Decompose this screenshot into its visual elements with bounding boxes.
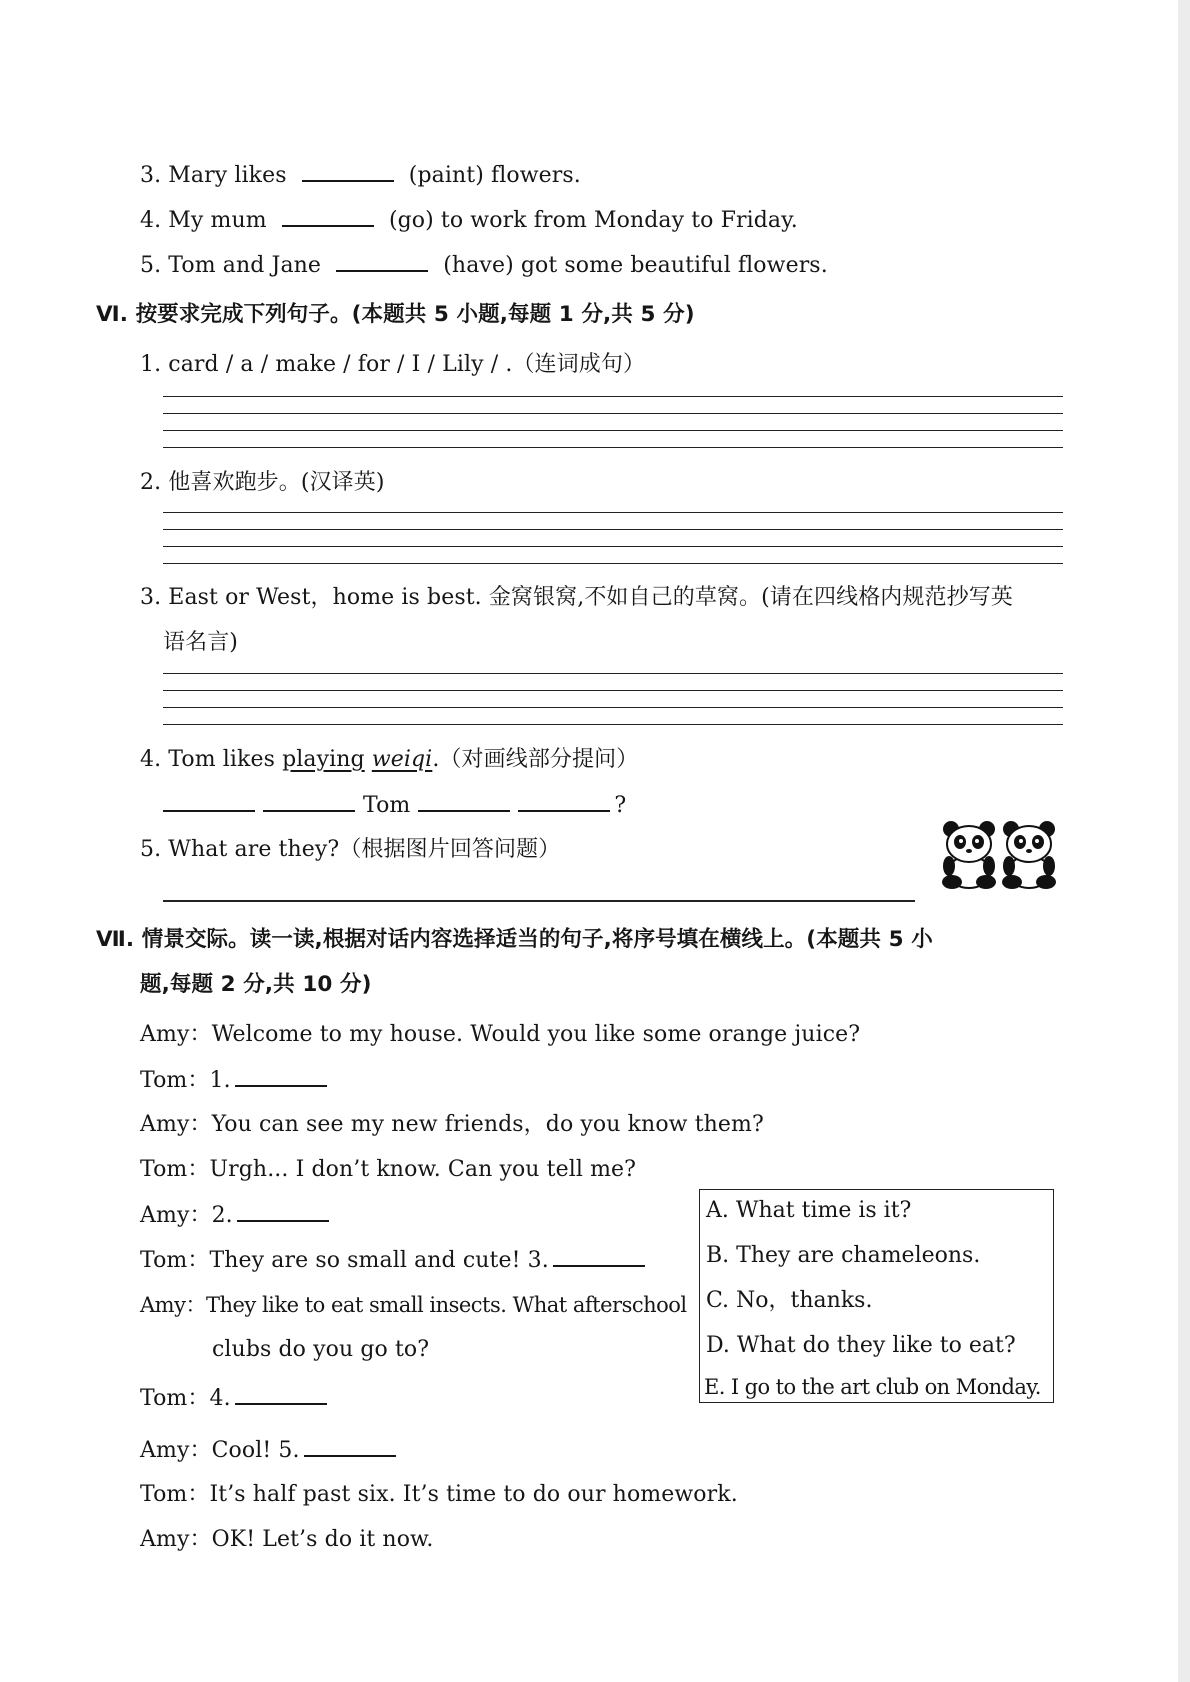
panda-right-icon xyxy=(1002,821,1056,889)
dialogue-line xyxy=(140,1290,687,1320)
speaker-name: Tom： xyxy=(140,1386,210,1411)
question-text: Tom and Jane xyxy=(168,253,322,278)
question-mark: ? xyxy=(614,793,627,818)
fill-question-4 xyxy=(140,205,798,236)
dialogue-line xyxy=(140,1110,764,1140)
answer-blank-3[interactable] xyxy=(553,1245,645,1267)
dialogue-line xyxy=(140,1155,636,1185)
dialogue-text: You can see my new friends，do you know them? xyxy=(211,1112,764,1137)
panda-left-icon xyxy=(942,821,996,889)
dialogue-text: 2. xyxy=(211,1203,233,1228)
answer-line-vi-5[interactable] xyxy=(163,900,915,902)
dialogue-line xyxy=(140,1383,327,1414)
dialogue-text: It’s half past six. It’s time to do our homework. xyxy=(209,1482,738,1507)
dialogue-line xyxy=(140,1525,433,1555)
answer-line-vi-4 xyxy=(163,790,626,821)
question-number: 3. xyxy=(140,163,162,188)
question-hint: (have) got some beautiful flowers. xyxy=(443,253,828,278)
answer-blank-4[interactable] xyxy=(235,1383,327,1405)
speaker-name: Tom： xyxy=(140,1157,210,1182)
fill-question-3 xyxy=(140,160,581,191)
speaker-name: Amy： xyxy=(140,1112,212,1137)
dialogue-text: OK! Let’s do it now. xyxy=(211,1527,434,1552)
speaker-name: Tom： xyxy=(140,1482,210,1507)
question-vi-3: 3. East or West，home is best. 金窝银窝,不如自己的草窝。(请在四线格内规范抄写英 xyxy=(140,585,1013,610)
option-a: A. What time is it? xyxy=(706,1198,912,1223)
answer-blank[interactable] xyxy=(336,250,428,272)
option-e: E. I go to the art club on Monday. xyxy=(704,1375,1041,1399)
speaker-name: Tom： xyxy=(140,1068,210,1093)
underlined-part: playing xyxy=(282,747,365,772)
options-box xyxy=(699,1189,1054,1403)
question-hint: (paint) flowers. xyxy=(408,163,581,188)
answer-blank[interactable] xyxy=(263,790,355,812)
dialogue-text: Welcome to my house. Would you like some orange juice? xyxy=(211,1022,861,1047)
answer-blank[interactable] xyxy=(418,790,510,812)
dialogue-text: They like to eat small insects. What afterschool xyxy=(205,1293,687,1317)
dialogue-line xyxy=(140,1480,738,1510)
page-edge-shadow xyxy=(1178,0,1190,1682)
question-number: 5. xyxy=(140,253,162,278)
question-number: 4. xyxy=(140,208,162,233)
two-pandas-picture xyxy=(935,820,1065,890)
answer-blank[interactable] xyxy=(518,790,610,812)
question-vi-5: 5. What are they?（根据图片回答问题） xyxy=(140,837,561,862)
dialogue-text: They are so small and cute! 3. xyxy=(209,1248,549,1273)
section-heading-vii: Ⅶ. 情景交际。读一读,根据对话内容选择适当的句子,将序号填在横线上。(本题共 5 小 xyxy=(96,927,933,952)
option-b: B. They are chameleons. xyxy=(706,1243,981,1268)
dialogue-line xyxy=(140,1065,327,1096)
answer-blank-1[interactable] xyxy=(235,1065,327,1087)
question-vi-2: 2. 他喜欢跑步。(汉译英) xyxy=(140,470,385,495)
question-vi-3-cont: 语名言) xyxy=(163,630,238,655)
speaker-name: Tom： xyxy=(140,1248,210,1273)
speaker-name: Amy： xyxy=(140,1022,212,1047)
option-d: D. What do they like to eat? xyxy=(706,1333,1016,1358)
speaker-name: Amy： xyxy=(140,1438,212,1463)
question-text: 4. Tom likes xyxy=(140,747,283,772)
dialogue-text: Cool! 5. xyxy=(211,1438,300,1463)
section-heading-vi: Ⅵ. 按要求完成下列句子。(本题共 5 小题,每题 1 分,共 5 分) xyxy=(96,302,695,327)
question-vi-1: 1. card / a / make / for / I / Lily / .（连词成句） xyxy=(140,352,646,377)
section-heading-vii-cont: 题,每题 2 分,共 10 分) xyxy=(140,972,372,997)
answer-blank[interactable] xyxy=(302,160,394,182)
question-instruction: .（对画线部分提问） xyxy=(432,747,639,772)
question-text: Mary likes xyxy=(168,163,287,188)
dialogue-text: 4. xyxy=(209,1386,231,1411)
dialogue-text: clubs do you go to? xyxy=(212,1337,430,1362)
dialogue-line xyxy=(140,1020,860,1050)
dialogue-line xyxy=(212,1335,429,1365)
answer-blank[interactable] xyxy=(282,205,374,227)
answer-blank-2[interactable] xyxy=(237,1200,329,1222)
answer-word: Tom xyxy=(363,793,411,818)
option-c: C. No，thanks. xyxy=(706,1288,873,1313)
answer-blank-5[interactable] xyxy=(304,1435,396,1457)
dialogue-line xyxy=(140,1435,396,1466)
question-vi-4 xyxy=(140,745,638,775)
dialogue-line xyxy=(140,1200,329,1231)
speaker-name: Amy： xyxy=(140,1527,212,1552)
answer-blank[interactable] xyxy=(163,790,255,812)
dialogue-text: Urgh... I don’t know. Can you tell me? xyxy=(209,1157,637,1182)
speaker-name: Amy： xyxy=(140,1293,206,1317)
speaker-name: Amy： xyxy=(140,1203,212,1228)
fill-question-5 xyxy=(140,250,828,281)
question-text: My mum xyxy=(168,208,267,233)
dialogue-line xyxy=(140,1245,645,1276)
question-hint: (go) to work from Monday to Friday. xyxy=(388,208,798,233)
dialogue-text: 1. xyxy=(209,1068,231,1093)
underlined-italic-part: weiqi xyxy=(371,747,433,772)
